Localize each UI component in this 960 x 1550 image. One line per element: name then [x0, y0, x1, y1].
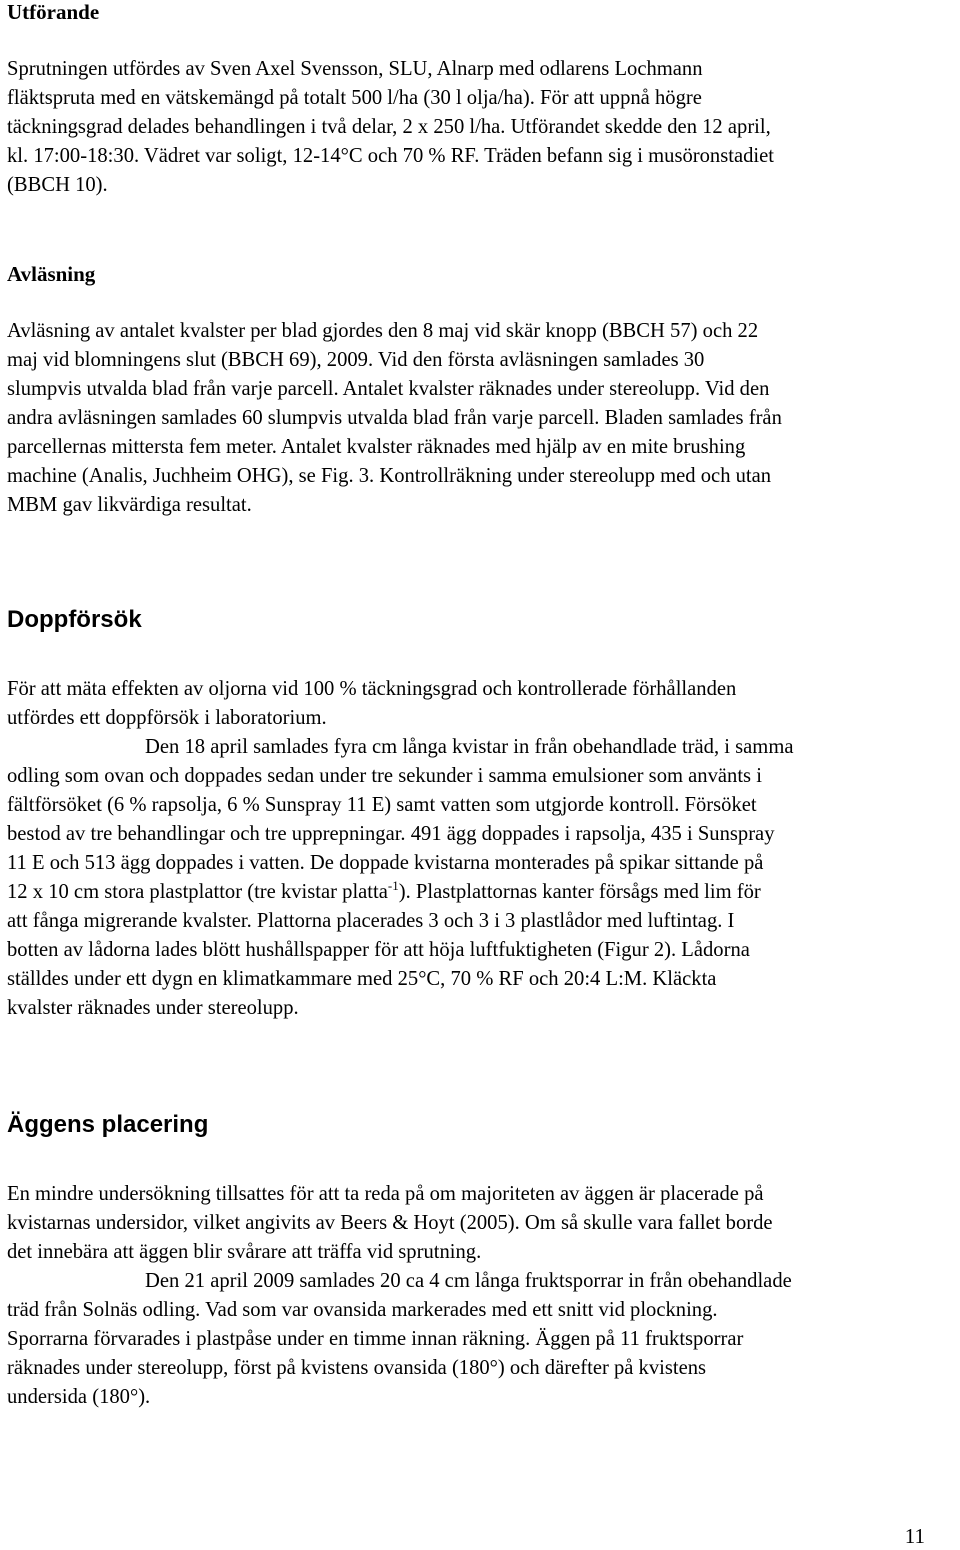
- text-line: att fånga migrerande kvalster. Plattorna placerades 3 och 3 i 3 plastlådor med luftintag. I: [7, 910, 735, 932]
- text-line: odling som ovan och doppades sedan under tre sekunder i samma emulsioner som använts i: [7, 765, 762, 787]
- text-line-indented: Den 18 april samlades fyra cm långa kvistar in från obehandlade träd, i samma: [145, 736, 794, 758]
- paragraph-utforande: [7, 55, 957, 200]
- section-heading-utforande: Utförande: [7, 0, 100, 24]
- text-line: fältförsöket (6 % rapsolja, 6 % Sunspray 11 E) samt vatten som utgjorde kontroll. Försöket: [7, 794, 757, 816]
- text-fragment: ). Plastplattornas kanter försågs med lim för: [398, 881, 761, 903]
- text-line: Sprutningen utfördes av Sven Axel Svensson, SLU, Alnarp med odlarens Lochmann: [7, 58, 703, 80]
- text-line: parcellernas mittersta fem meter. Antalet kvalster räknades med hjälp av en mite brushing: [7, 436, 746, 458]
- text-line-indented: Den 21 april 2009 samlades 20 ca 4 cm långa fruktsporrar in från obehandlade: [145, 1270, 792, 1292]
- text-line: andra avläsningen samlades 60 slumpvis utvalda blad från varje parcell. Bladen samlades från: [7, 407, 782, 429]
- text-line: kvistarnas undersidor, vilket angivits av Beers & Hoyt (2005). Om så skulle vara fallet borde: [7, 1212, 773, 1234]
- section-heading-avlasning: Avläsning: [7, 262, 96, 286]
- text-line: botten av lådorna lades blött hushållspapper för att höja luftfuktigheten (Figur 2). Lådorna: [7, 939, 750, 961]
- text-line: täckningsgrad delades behandlingen i två delar, 2 x 250 l/ha. Utförandet skedde den 12 april,: [7, 116, 771, 138]
- text-line: Sporrarna förvarades i plastpåse under en timme innan räkning. Äggen på 11 fruktsporrar: [7, 1328, 744, 1350]
- text-line: träd från Solnäs odling. Vad som var ovansida markerades med ett snitt vid plockning.: [7, 1299, 718, 1321]
- paragraph-avlasning: [7, 317, 957, 520]
- text-line: En mindre undersökning tillsattes för att ta reda på om majoriteten av äggen är placerade på: [7, 1183, 764, 1205]
- text-line: bestod av tre behandlingar och tre upprepningar. 491 ägg doppades i rapsolja, 435 i Sunspray: [7, 823, 775, 845]
- section-heading-aggens-placering: Äggens placering: [7, 1111, 209, 1138]
- text-line: För att mäta effekten av oljorna vid 100 % täckningsgrad och kontrollerade förhållanden: [7, 678, 737, 700]
- text-line: kl. 17:00-18:30. Vädret var soligt, 12-14°C och 70 % RF. Träden befann sig i musöronstadiet: [7, 145, 774, 167]
- text-line: maj vid blomningens slut (BBCH 69), 2009. Vid den första avläsningen samlades 30: [7, 349, 705, 371]
- text-line: (BBCH 10).: [7, 174, 108, 196]
- text-line: machine (Analis, Juchheim OHG), se Fig. 3. Kontrollräkning under stereolupp med och utan: [7, 465, 772, 487]
- text-line: räknades under stereolupp, först på kvistens ovansida (180°) och därefter på kvistens: [7, 1357, 707, 1379]
- text-line: ställdes under ett dygn en klimatkammare med 25°C, 70 % RF och 20:4 L:M. Kläckta: [7, 968, 717, 990]
- text-line: slumpvis utvalda blad från varje parcell. Antalet kvalster räknades under stereolupp. Vid den: [7, 378, 770, 400]
- text-line: det innebära att äggen blir svårare att träffa vid sprutning.: [7, 1241, 482, 1263]
- text-line: 11 E och 513 ägg doppades i vatten. De doppade kvistarna monterades på spikar sittande på: [7, 852, 764, 874]
- text-line: undersida (180°).: [7, 1386, 151, 1408]
- text-line: fläktspruta med en vätskemängd på totalt 500 l/ha (30 l olja/ha). För att uppnå högre: [7, 87, 702, 109]
- paragraph-doppforsok: [7, 675, 957, 1023]
- superscript: -1: [387, 878, 399, 893]
- text-fragment: 12 x 10 cm stora plastplattor (tre kvistar platta: [7, 881, 388, 903]
- section-heading-doppforsok: Doppförsök: [7, 606, 142, 633]
- paragraph-aggens-placering: [7, 1180, 957, 1412]
- text-line: MBM gav likvärdiga resultat.: [7, 494, 252, 516]
- text-line-with-superscript: [7, 878, 957, 907]
- page-number: 11: [904, 1524, 925, 1548]
- text-line: utfördes ett doppförsök i laboratorium.: [7, 707, 327, 729]
- text-line: kvalster räknades under stereolupp.: [7, 997, 299, 1019]
- text-line: Avläsning av antalet kvalster per blad gjordes den 8 maj vid skär knopp (BBCH 57) och 22: [7, 320, 759, 342]
